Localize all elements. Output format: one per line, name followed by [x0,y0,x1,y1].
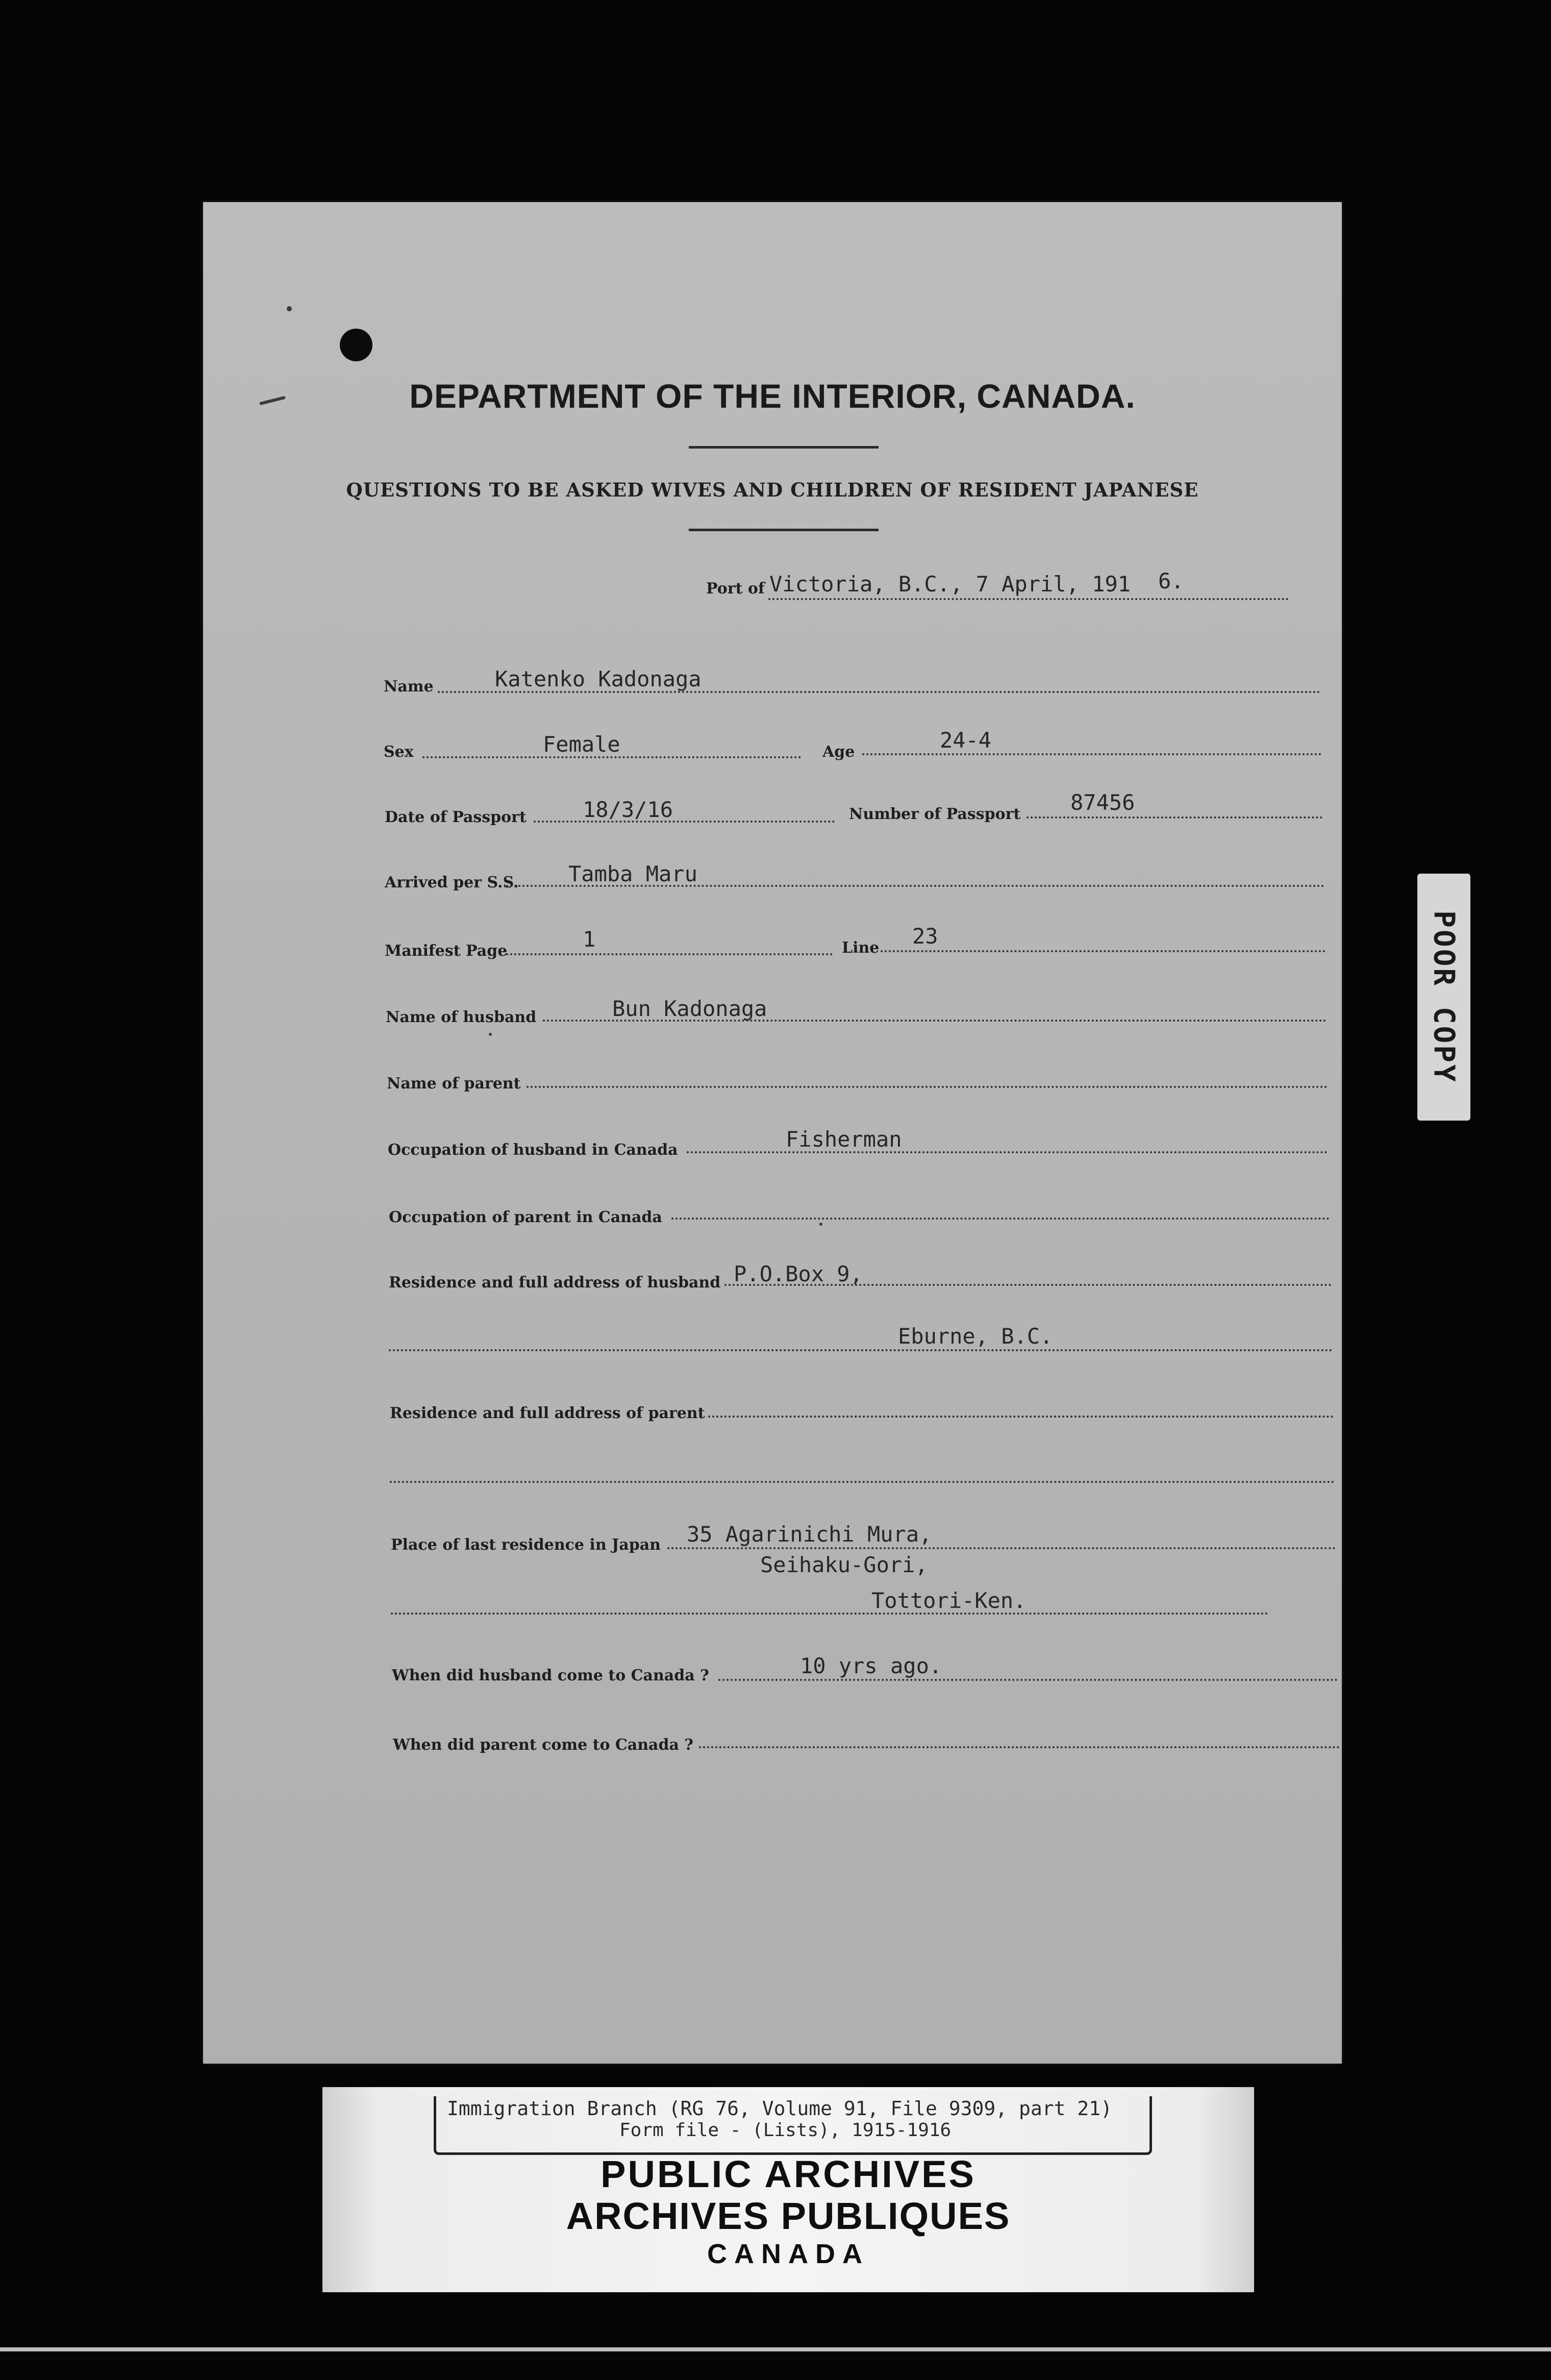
name-of-husband-line [543,1020,1327,1022]
archives-stamp [322,2087,1254,2292]
husband-came-value: 10 yrs ago. [800,1653,942,1678]
immigration-form [203,202,1342,2064]
number-of-passport-line [1027,816,1322,819]
line-line [881,950,1325,952]
husband-came-line [718,1679,1338,1681]
residence-husband-line1: P.O.Box 9, [734,1261,863,1286]
residence-parent-line-2 [390,1481,1335,1483]
manifest-page-value: 1 [583,927,596,952]
line-value: 23 [912,924,938,949]
last-residence-line2: Seihaku-Gori, [760,1552,928,1577]
speck [489,1033,492,1036]
parent-came-label: When did parent come to Canada ? [393,1736,693,1754]
manifest-page-line [506,953,833,955]
port-value: Victoria, B.C., 7 April, 191 [769,572,1131,597]
name-of-parent-label: Name of parent [387,1075,521,1093]
last-residence-line3: Tottori-Ken. [871,1588,1027,1613]
name-of-husband-label: Name of husband [386,1008,537,1026]
age-value: 24-4 [940,728,992,753]
subtitle-rule [689,529,879,531]
speck [819,1223,822,1226]
manifest-page-label: Manifest Page [385,942,508,960]
occupation-husband-line [687,1151,1328,1153]
residence-parent-line [708,1416,1334,1418]
number-of-passport-label: Number of Passport [849,805,1021,823]
age-label: Age [822,743,855,761]
parent-came-line [699,1746,1340,1748]
port-line [768,598,1289,600]
last-residence-line1: 35 Agarinichi Mura, [687,1522,932,1547]
last-residence-label: Place of last residence in Japan [391,1536,661,1554]
title-rule [689,446,879,449]
film-edge [0,2347,1551,2351]
residence-parent-label: Residence and full address of parent [390,1404,705,1422]
speck [287,306,292,311]
name-label: Name [384,678,434,696]
poor-copy-label [1417,874,1470,1121]
reference-line-2: Form file - (Lists), 1915-1916 [619,2120,952,2141]
residence-husband-line2: Eburne, B.C. [898,1324,1053,1349]
occupation-parent-line [671,1218,1330,1220]
form-subtitle: QUESTIONS TO BE ASKED WIVES AND CHILDREN OF RESIDENT JAPANESE [346,479,1199,501]
sex-line [422,756,801,758]
occupation-parent-label: Occupation of parent in Canada [389,1208,662,1226]
archives-line-3: CANADA [707,2239,869,2269]
date-of-passport-line [534,821,835,823]
residence-husband-line-2 [389,1349,1333,1351]
occupation-husband-value: Fisherman [786,1127,902,1152]
arrived-per-label: Arrived per S.S. [385,874,519,891]
port-label: Port of [706,580,765,598]
residence-husband-label: Residence and full address of husband [389,1274,721,1292]
name-line [438,691,1320,693]
sex-label: Sex [384,743,414,761]
residence-husband-line [724,1284,1332,1286]
husband-came-label: When did husband come to Canada ? [392,1667,709,1684]
arrived-per-value: Tamba Maru [568,861,697,886]
date-of-passport-value: 18/3/16 [583,797,673,822]
date-of-passport-label: Date of Passport [385,808,527,826]
form-title: DEPARTMENT OF THE INTERIOR, CANADA. [409,377,1136,415]
reference-line-1: Immigration Branch (RG 76, Volume 91, File 9309, part 21) [447,2097,1113,2120]
number-of-passport-value: 87456 [1070,790,1135,815]
last-residence-line-3 [391,1613,1268,1615]
punch-hole [340,329,372,361]
occupation-husband-label: Occupation of husband in Canada [388,1141,678,1159]
port-year-suffix: 6. [1158,568,1184,593]
sex-value: Female [543,732,620,757]
age-line [862,753,1321,755]
name-value: Katenko Kadonaga [495,666,702,691]
last-residence-line [667,1547,1336,1549]
archives-line-1: PUBLIC ARCHIVES [601,2153,976,2195]
name-of-parent-line [527,1086,1328,1088]
poor-copy-text: POOR COPY [1427,910,1461,1084]
arrived-per-line [506,885,1324,887]
line-label: Line [842,939,880,957]
archives-line-2: ARCHIVES PUBLIQUES [566,2195,1011,2237]
name-of-husband-value: Bun Kadonaga [612,996,767,1021]
